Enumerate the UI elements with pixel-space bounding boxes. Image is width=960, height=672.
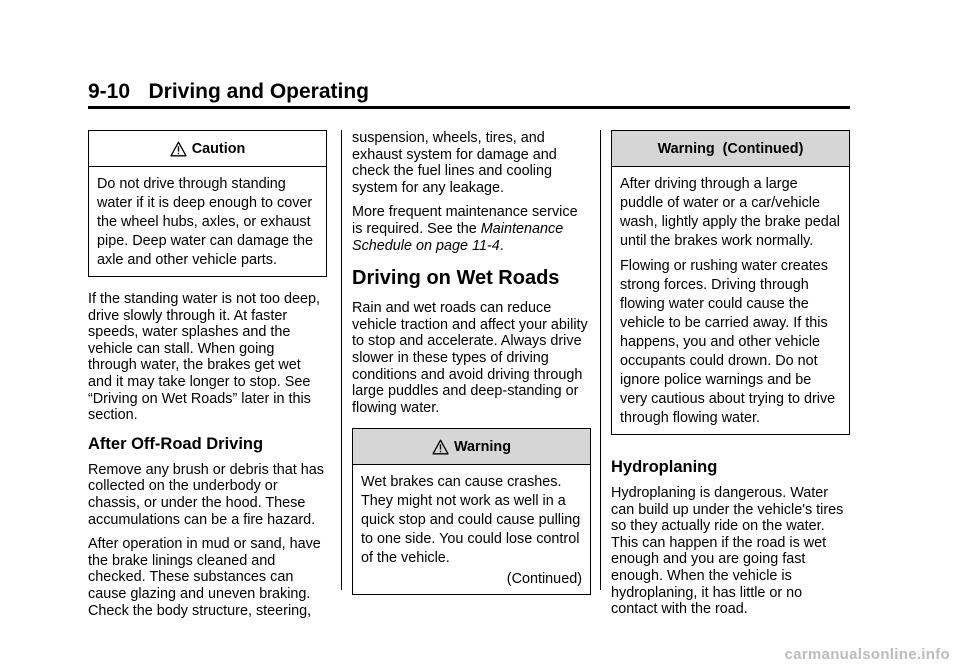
paragraph: If the standing water is not too deep, drive slowly through it. At faster speeds, water splashes and the vehicle can stall. When going through water, the brakes get wet and it may take longer to stop. See “Driving on Wet Roads” later in this section.: [88, 291, 320, 424]
alert-triangle-icon: [432, 439, 449, 455]
warning-continued-box: [611, 130, 850, 435]
paragraph: After operation in mud or sand, have the brake linings cleaned and checked. These substances can cause glazing and uneven braking. Check the body structure, steering,: [88, 536, 321, 619]
warning-continued-body: [612, 167, 849, 434]
paragraph: Remove any brush or debris that has collected on the underbody or chassis, or under the hood. These accumulations can be a fire hazard.: [88, 461, 324, 528]
page-number: 9-10: [88, 80, 131, 103]
warning-continued-header: [612, 131, 849, 167]
page-header: [88, 78, 850, 109]
paragraph: Rain and wet roads can reduce vehicle traction and affect your ability to stop and accelerate. Always drive slower in these types of driving conditions and avoid driving through large puddles and deep-standing or flowing water.: [352, 300, 588, 416]
column-divider-2: [600, 130, 601, 590]
continued-label: (Continued): [506, 571, 582, 588]
paragraph-maintenance: [352, 204, 591, 254]
text: .: [499, 237, 504, 254]
caution-title: Caution: [191, 140, 246, 157]
paragraph: Hydroplaning is dangerous. Water can build up under the vehicle's tires so they actually ride on the water. This can happen if the road is wet enough and you are going fast enough. When the vehicle is hydroplaning, it has little or no contact with the road.: [611, 485, 844, 618]
column-2: [352, 130, 591, 595]
warning-box: [352, 428, 591, 595]
warning-box-header: [353, 429, 590, 465]
caution-box-header: [89, 131, 326, 167]
column-divider-1: [341, 130, 342, 590]
warning-text: Wet brakes can cause crashes. They might not work as well in a quick stop and could cause pulling to one side. You could lose control of the vehicle.: [361, 474, 581, 567]
warning-continued-text: After driving through a large puddle of water or a car/vehicle wash, lightly apply the brake pedal until the brakes work normally.: [620, 176, 840, 249]
maintenance-schedule-link[interactable]: Maintenance Schedule on page 11-4: [352, 220, 564, 254]
column-1: [88, 130, 327, 627]
paragraph: suspension, wheels, tires, and exhaust system for damage and check the fuel lines and cooling system for any leakage.: [352, 130, 557, 196]
column-3: [611, 130, 850, 626]
heading-after-off-road-driving: After Off-Road Driving: [88, 434, 264, 453]
heading-driving-on-wet-roads: Driving on Wet Roads: [352, 267, 560, 290]
text: More frequent maintenance service is required. See the: [352, 204, 578, 237]
caution-text: Do not drive through standing water if it is deep enough to cover the wheel hubs, axles, or exhaust pipe. Deep water can damage the axle and other vehicle parts.: [97, 176, 314, 268]
warning-continued-title: Warning (Continued): [657, 140, 804, 157]
heading-hydroplaning: Hydroplaning: [611, 458, 718, 476]
warning-title: Warning: [453, 438, 512, 455]
caution-box-body: [89, 167, 326, 276]
warning-box-body: [353, 465, 590, 594]
caution-box: [88, 130, 327, 277]
section-title: Driving and Operating: [148, 80, 370, 103]
warning-continued-text: Flowing or rushing water creates strong forces. Driving through flowing water could cause the vehicle to be carried away. If this happens, you and other vehicle occupants could drown. Do not ignore police warnings and be very cautious about trying to drive through flowing water.: [620, 258, 836, 426]
watermark: carmanualsonline.info: [784, 646, 950, 663]
alert-triangle-icon: [170, 141, 187, 157]
